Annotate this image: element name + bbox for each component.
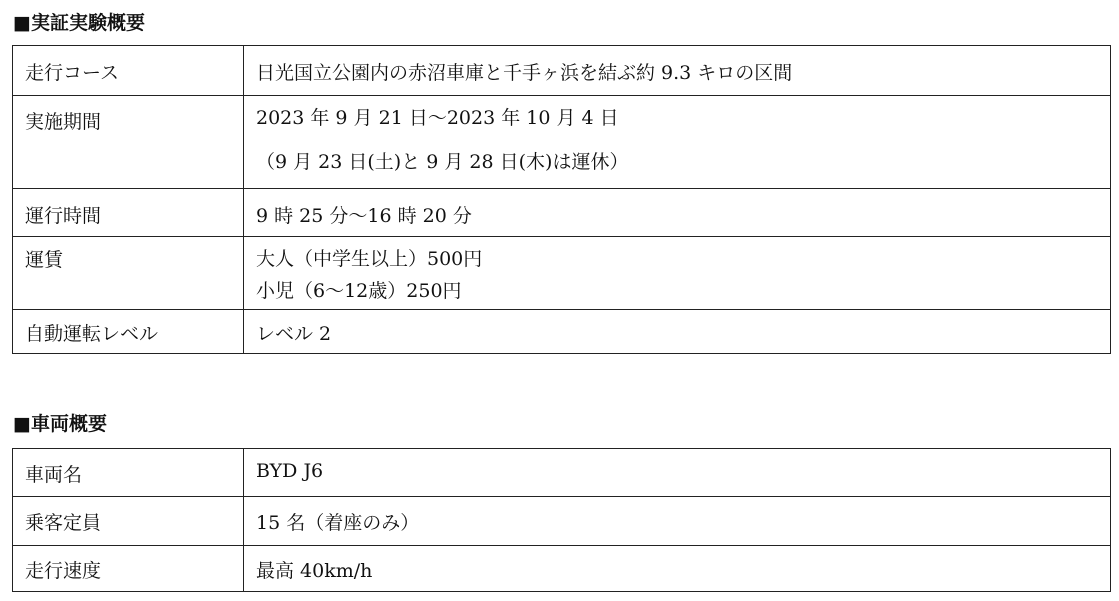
table-row xyxy=(13,46,1111,96)
row-label-cell xyxy=(13,310,244,354)
row-value-period-line1: 2023 年 9 月 21 日～2023 年 10 月 4 日 xyxy=(256,107,619,129)
row-value-period-line2: （9 月 23 日(土)と 9 月 28 日(木)は運休） xyxy=(256,151,629,173)
section-heading-experiment-overview: ■実証実験概要 xyxy=(13,12,145,34)
row-value-capacity: 15 名（着座のみ） xyxy=(256,512,420,534)
experiment-overview-table xyxy=(12,45,1111,354)
row-label-speed: 走行速度 xyxy=(25,560,102,582)
row-value-vehicle-name: BYD J6 xyxy=(256,460,324,482)
row-label-hours: 運行時間 xyxy=(25,205,102,227)
section-heading-vehicle-overview: ■車両概要 xyxy=(13,413,107,435)
table-row xyxy=(13,310,1111,354)
row-label-cell xyxy=(13,96,244,189)
row-value-cell xyxy=(244,96,1111,189)
row-value-fare-child: 小児（6～12歳）250円 xyxy=(256,280,462,302)
row-label-course: 走行コース xyxy=(25,62,120,84)
table-row xyxy=(13,96,1111,189)
row-value-cell xyxy=(244,189,1111,237)
row-label-cell xyxy=(13,189,244,237)
row-label-cell xyxy=(13,546,244,592)
row-label-cell xyxy=(13,46,244,96)
row-value-cell xyxy=(244,46,1111,96)
table-row xyxy=(13,497,1111,546)
row-value-cell xyxy=(244,310,1111,354)
table-row xyxy=(13,237,1111,310)
table-row xyxy=(13,449,1111,497)
row-value-cell xyxy=(244,237,1111,310)
row-value-hours: 9 時 25 分～16 時 20 分 xyxy=(256,205,472,227)
row-value-cell xyxy=(244,546,1111,592)
table-row xyxy=(13,189,1111,237)
row-value-course: 日光国立公園内の赤沼車庫と千手ヶ浜を結ぶ約 9.3 キロの区間 xyxy=(256,62,793,84)
row-label-vehicle-name: 車両名 xyxy=(25,464,83,486)
row-label-autonomy-level: 自動運転レベル xyxy=(25,323,159,345)
row-value-autonomy-level: レベル 2 xyxy=(256,323,332,345)
row-label-capacity: 乗客定員 xyxy=(25,512,102,534)
table-row xyxy=(13,546,1111,592)
row-label-period: 実施期間 xyxy=(25,111,102,133)
row-value-speed: 最高 40km/h xyxy=(256,560,373,582)
row-label-cell xyxy=(13,497,244,546)
row-label-fare: 運賃 xyxy=(25,249,64,271)
row-label-cell xyxy=(13,237,244,310)
row-value-fare-adult: 大人（中学生以上）500円 xyxy=(256,248,483,270)
row-value-cell xyxy=(244,449,1111,497)
vehicle-overview-table xyxy=(12,448,1111,592)
row-label-cell xyxy=(13,449,244,497)
row-value-cell xyxy=(244,497,1111,546)
